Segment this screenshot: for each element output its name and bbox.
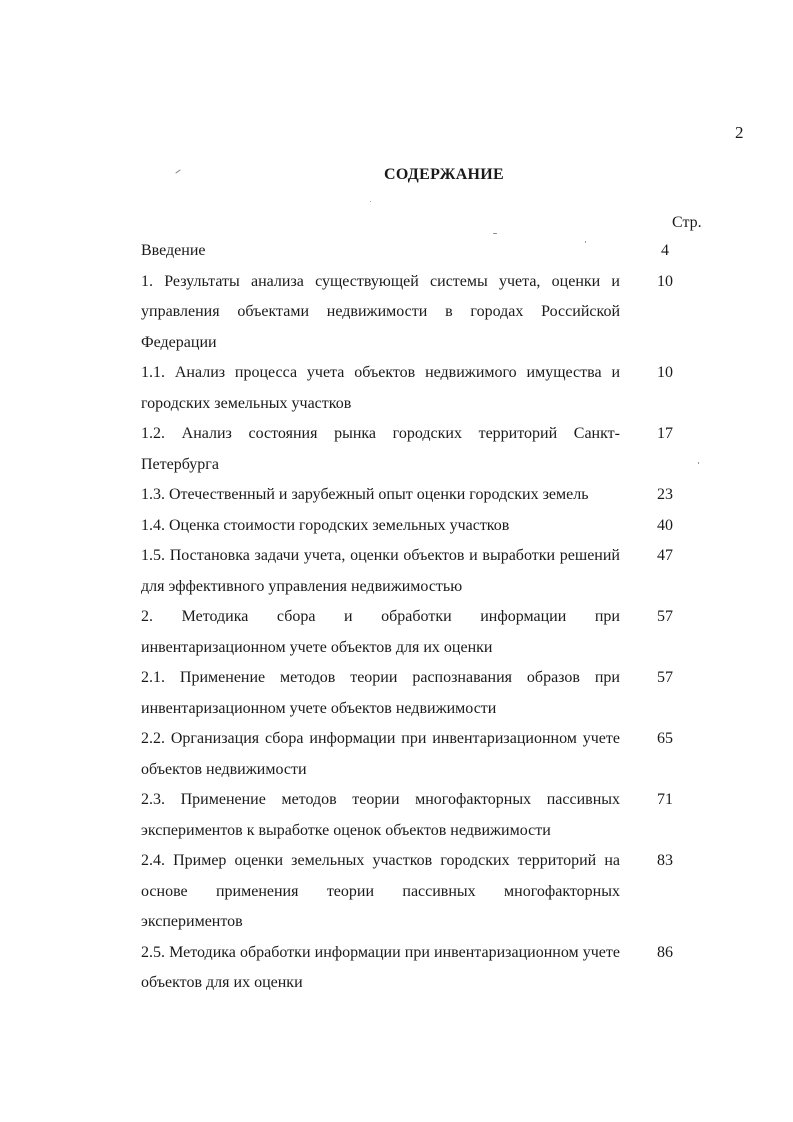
toc-entry bbox=[141, 785, 701, 846]
toc-entry-title: Введение bbox=[141, 242, 206, 259]
toc-entry bbox=[141, 724, 701, 785]
scan-speck bbox=[585, 241, 586, 243]
toc-entry-page: 23 bbox=[657, 486, 673, 503]
toc-entry-page: 57 bbox=[657, 608, 673, 625]
toc-entry-page: 71 bbox=[657, 791, 673, 808]
toc-entry-page: 17 bbox=[657, 425, 673, 442]
toc-entry bbox=[141, 267, 701, 359]
toc-entry-title: 1.1. Анализ процесса учета объектов недвижимого имущества и городских земельных участков bbox=[141, 364, 620, 412]
toc-entry-title: 2.5. Методика обработки информации при инвентаризационном учете объектов для их оценки bbox=[141, 943, 620, 991]
toc-entry bbox=[141, 541, 701, 602]
toc-entry-title: 2. Методика сбора и обработки информации при инвентаризационном учете объектов для их оценки bbox=[141, 608, 620, 656]
toc-entry bbox=[141, 236, 701, 267]
toc-entry-title: 1. Результаты анализа существующей системы учета, оценки и управления объектами недвижимости в городах Российской Федерации bbox=[141, 272, 620, 351]
toc-entry-page: 4 bbox=[661, 242, 669, 259]
toc-entry-title: 2.4. Пример оценки земельных участков городских территорий на основе применения теории пассивных многофакторных экспериментов bbox=[141, 852, 620, 930]
toc-entry bbox=[141, 419, 701, 480]
toc-entry-title: 1.4. Оценка стоимости городских земельных участков bbox=[141, 516, 510, 534]
scan-speck bbox=[370, 201, 371, 202]
page-title: СОДЕРЖАНИЕ bbox=[383, 166, 505, 183]
toc-entry bbox=[141, 846, 701, 938]
toc-entry-page: 10 bbox=[657, 364, 673, 381]
toc-entry-page: 47 bbox=[657, 547, 673, 564]
toc-entry-page: 65 bbox=[657, 730, 673, 747]
table-of-contents bbox=[141, 236, 701, 999]
scan-speck bbox=[698, 462, 699, 464]
toc-entry bbox=[141, 480, 701, 511]
toc-entry-page: 86 bbox=[657, 943, 673, 961]
toc-entry bbox=[141, 358, 701, 419]
scan-speck bbox=[493, 233, 497, 234]
toc-entry bbox=[141, 511, 701, 542]
toc-entry-page: 83 bbox=[657, 852, 673, 869]
toc-entry-title: 2.2. Организация сбора информации при инвентаризационном учете объектов недвижимости bbox=[141, 730, 620, 778]
toc-entry bbox=[141, 938, 701, 999]
toc-entry bbox=[141, 663, 701, 724]
page-column-header: Стр. bbox=[672, 214, 702, 231]
page-number: 2 bbox=[735, 123, 744, 142]
toc-entry-page: 10 bbox=[657, 272, 673, 290]
toc-entry-title: 1.2. Анализ состояния рынка городских территорий Санкт-Петербурга bbox=[141, 425, 620, 473]
toc-entry bbox=[141, 602, 701, 663]
toc-entry-page: 57 bbox=[657, 669, 673, 686]
toc-entry-title: 2.1. Применение методов теории распознавания образов при инвентаризационном учете объектов недвижимости bbox=[141, 669, 620, 717]
toc-entry-title: 1.3. Отечественный и зарубежный опыт оценки городских земель bbox=[141, 486, 589, 503]
toc-entry-page: 40 bbox=[657, 516, 673, 534]
toc-entry-title: 1.5. Постановка задачи учета, оценки объектов и выработки решений для эффективного управления недвижимостью bbox=[141, 547, 620, 595]
toc-entry-title: 2.3. Применение методов теории многофакторных пассивных экспериментов к выработке оценок объектов недвижимости bbox=[141, 791, 620, 839]
